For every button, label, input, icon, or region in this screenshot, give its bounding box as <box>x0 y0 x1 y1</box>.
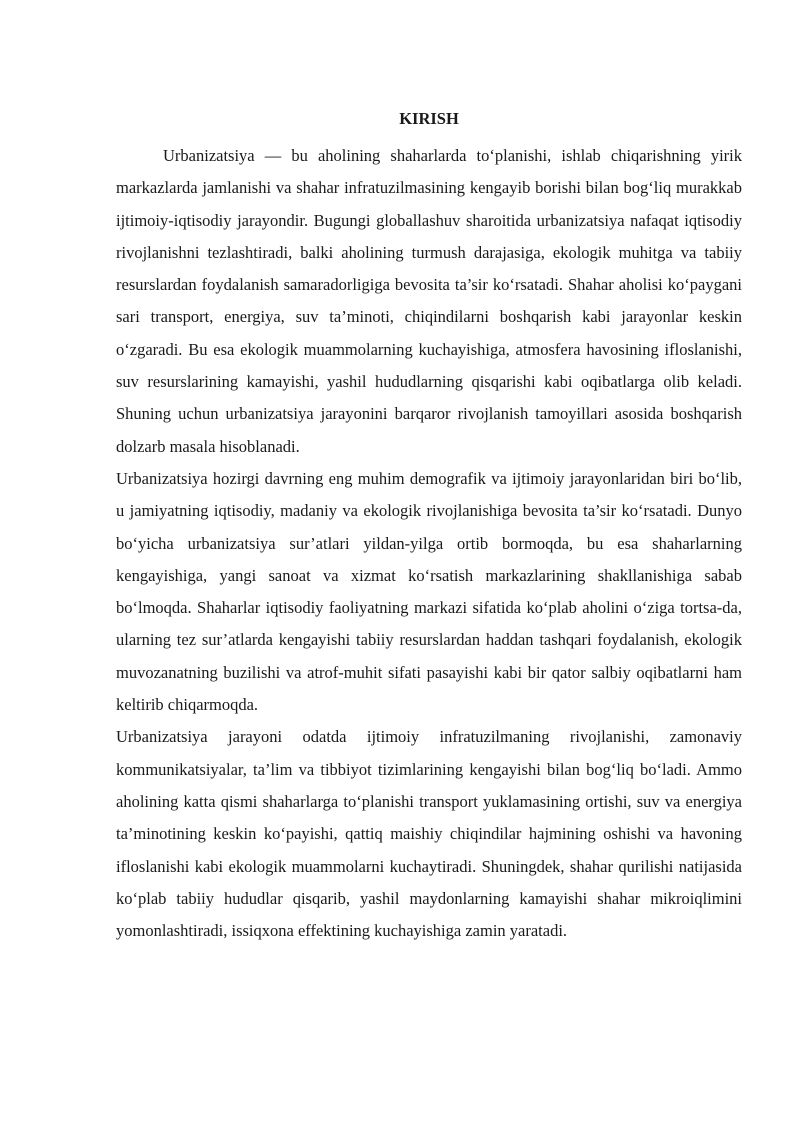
page-title: KIRISH <box>399 109 459 128</box>
paragraph-third: Urbanizatsiya jarayoni odatda ijtimoiy infratuzilmaning rivojlanishi, zamonaviy kommunikatsiyalar, ta’lim va tibbiyot tizimlarining kengayishi bilan bog‘liq bo‘ladi. Ammo aholining katta qismi shaharlarga to‘planishi transport yuklamasining ortishi, suv va energiya ta’minotining keskin ko‘payishi, qattiq maishiy chiqindilar hajmining oshishi va havoning ifloslanishi kabi ekologik muammolarni kuchaytiradi. Shuningdek, shahar qurilishi natijasida ko‘plab tabiiy hududlar qisqarib, yashil maydonlarning kamayishi shahar mikroiqlimini yomonlashtiradi, issiqxona effektining kuchayishiga zamin yaratadi. <box>116 727 742 941</box>
paragraph-intro: Urbanizatsiya — bu aholining shaharlarda to‘planishi, ishlab chiqarishning yirik markazlarda jamlanishi va shahar infratuzilmasining kengayib borishi bilan bog‘liq murakkab ijtimoiy-iqtisodiy jarayondir. Bugungi globallashuv sharoitida urbanizatsiya nafaqat iqtisodiy rivojlanishni tezlashtiradi, balki aholining turmush darajasiga, ekologik muhitga va tabiiy resurslardan foydalanish samaradorligiga bevosita ta’sir ko‘rsatadi. Shahar aholisi ko‘paygani sari transport, energiya, suv ta’minoti, chiqindilarni boshqarish kabi jarayonlar keskin o‘zgaradi. Bu esa ekologik muammolarning kuchayishiga, atmosfera havosining ifloslanishi, suv resurslarining kamayishi, yashil hududlarning qisqarishi kabi oqibatlarga olib keladi. Shuning uchun urbanizatsiya jarayonini barqaror rivojlanish tamoyillari asosida boshqarish dolzarb masala hisoblanadi. <box>116 146 742 456</box>
paragraph-second: Urbanizatsiya hozirgi davrning eng muhim demografik va ijtimoiy jarayonlaridan biri bo‘lib, u jamiyatning iqtisodiy, madaniy va ekologik rivojlanishiga bevosita ta’sir ko‘rsatadi. Dunyo bo‘yicha urbanizatsiya sur’atlari yildan-yilga ortib bormoqda, bu esa shaharlarning kengayishiga, yangi sanoat va xizmat ko‘rsatish markazlarining shakllanishiga sabab bo‘lmoqda. Shaharlar iqtisodiy faoliyatning markazi sifatida ko‘plab aholini o‘ziga tortsa-da, ularning tez sur’atlarda kengayishi tabiiy resurslardan haddan tashqari foydalanish, ekologik muvozanatning buzilishi va atrof-muhit sifati pasayishi kabi bir qator salbiy oqibatlarni ham keltirib chiqarmoqda. <box>116 468 742 715</box>
